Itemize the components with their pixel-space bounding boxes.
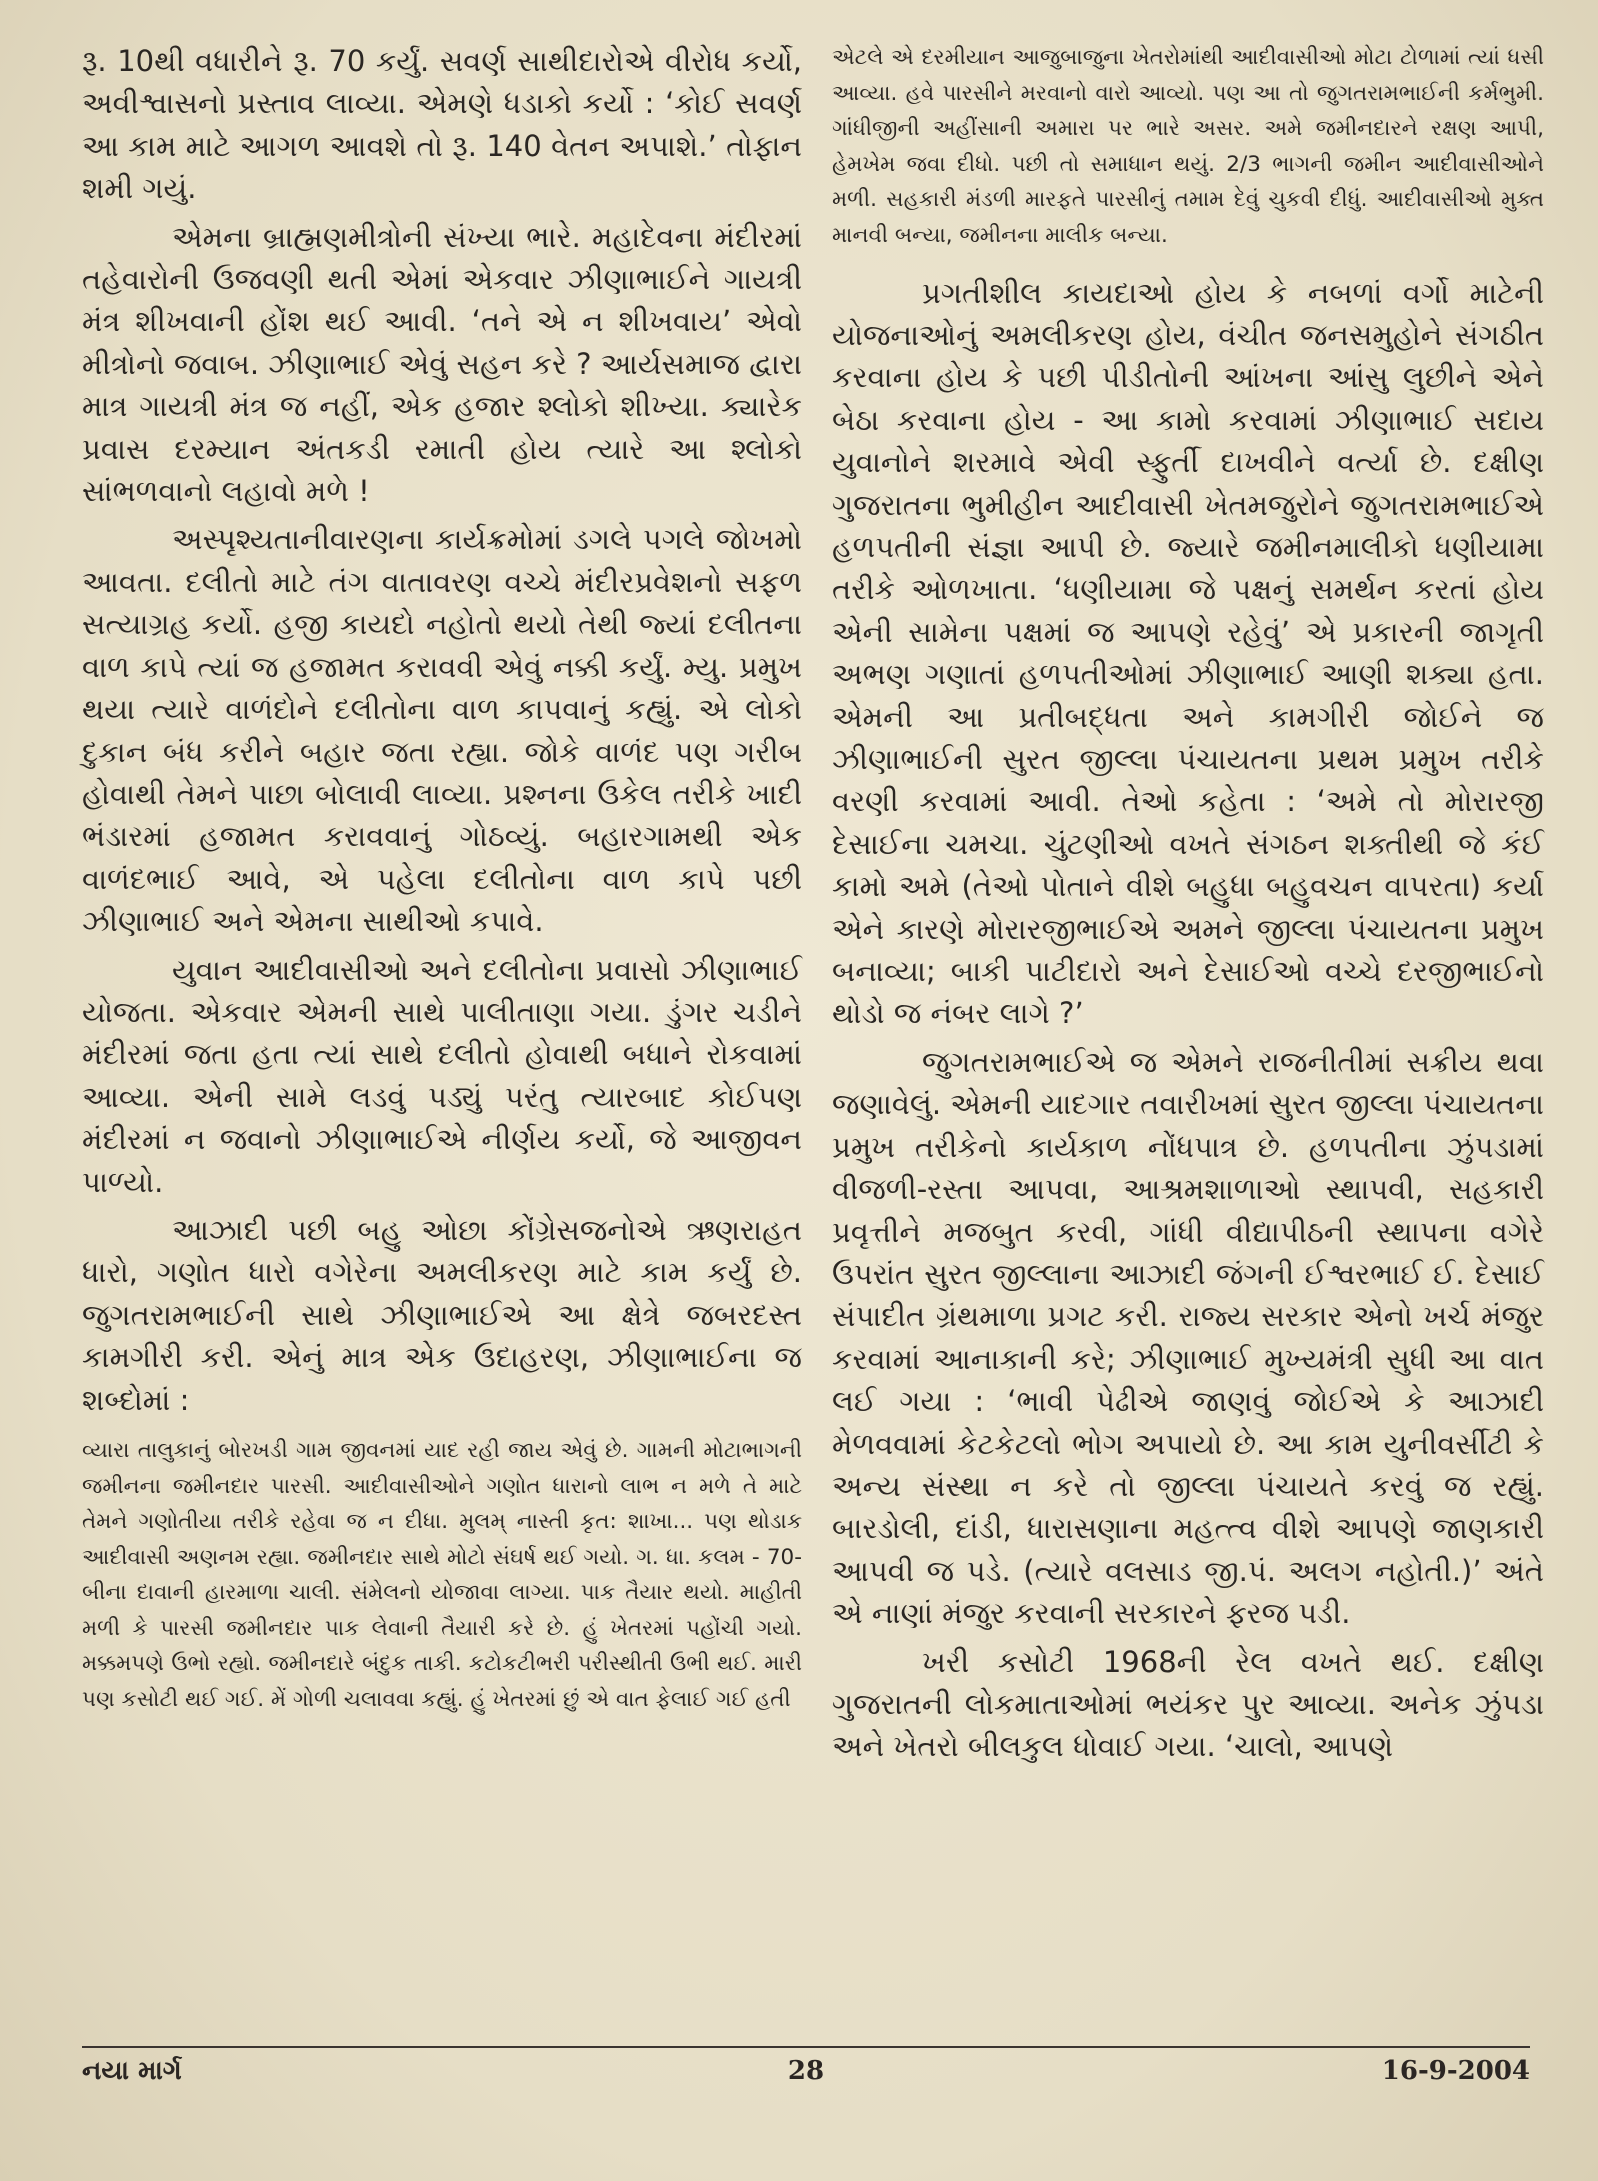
- paragraph: યુવાન આદીવાસીઓ અને દલીતોના પ્રવાસો ઝીણાભાઈ યોજતા. એકવાર એમની સાથે પાલીતાણા ગયા. ડુંગર ચડીને મંદીરમાં જતા હતા ત્યાં સાથે દલીતો હોવાથી બધાને રોકવામાં આવ્યા. એની સામે લડવું પડ્યું પરંતુ ત્યારબાદ કોઈપણ મંદીરમાં ન જવાનો ઝીણાભાઈએ નીર્ણય કર્યો, જે આજીવન પાળ્યો.: [82, 952, 802, 1199]
- right-body: [832, 272, 1544, 1768]
- paragraph: આઝાદી પછી બહુ ઓછા કોંગ્રેસજનોએ ઋણરાહત ધારો, ગણોત ધારો વગેરેના અમલીકરણ માટે કામ કર્યું છે. જુગતરામભાઈની સાથે ઝીણાભાઈએ આ ક્ષેત્રે જબરદસ્ત કામગીરી કરી. એનું માત્ર એક ઉદાહરણ, ઝીણાભાઈના જ શબ્દોમાં :: [82, 1212, 802, 1417]
- paragraph: રૂ. 10થી વધારીને રૂ. 70 કર્યું. સવર્ણ સાથીદારોએ વીરોધ કર્યો, અવીશ્વાસનો પ્રસ્તાવ લાવ્યા. એમણે ધડાકો કર્યો : ‘કોઈ સવર્ણ આ કામ માટે આગળ આવશે તો રૂ. 140 વેતન અપાશે.’ તોફાન શમી ગયું.: [82, 44, 802, 206]
- left-column: [82, 40, 802, 1717]
- paragraph: ખરી કસોટી 1968ની રેલ વખતે થઈ. દક્ષીણ ગુજરાતની લોકમાતાઓમાં ભયંકર પુર આવ્યા. અનેક ઝુંપડા અને ખેતરો બીલકુલ ધોવાઈ ગયા. ‘ચાલો, આપણે: [832, 1644, 1544, 1764]
- paragraph: અસ્પૃશ્યતાનીવારણના કાર્યક્રમોમાં ડગલે પગલે જોખમો આવતા. દલીતો માટે તંગ વાતાવરણ વચ્ચે મંદીરપ્રવેશનો સફળ સત્યાગ્રહ કર્યો. હજી કાયદો નહોતો થયો તેથી જ્યાં દલીતના વાળ કાપે ત્યાં જ હજામત કરાવવી એવું નક્કી કર્યું. મ્યુ. પ્રમુખ થયા ત્યારે વાળંદોને દલીતોના વાળ કાપવાનું કહ્યું. એ લોકો દુકાન બંધ કરીને બહાર જતા રહ્યા. જોકે વાળંદ પણ ગરીબ હોવાથી તેમને પાછા બોલાવી લાવ્યા. પ્રશ્નના ઉકેલ તરીકે ખાદી ભંડારમાં હજામત કરાવવાનું ગોઠવ્યું. બહારગામથી એક વાળંદભાઈ આવે, એ પહેલા દલીતોના વાળ કાપે પછી ઝીણાભાઈ અને એમના સાથીઓ કપાવે.: [82, 522, 802, 939]
- publication-name: નયા માર્ગ: [82, 2056, 182, 2086]
- quoted-passage: [82, 1433, 802, 1717]
- issue-date: 16-9-2004: [1381, 2056, 1530, 2086]
- paragraph: પ્રગતીશીલ કાયદાઓ હોય કે નબળાં વર્ગો માટેની યોજનાઓનું અમલીકરણ હોય, વંચીત જનસમુહોને સંગઠીત કરવાના હોય કે પછી પીડીતોની આંખના આંસુ લુછીને એને બેઠા કરવાના હોય - આ કામો કરવામાં ઝીણાભાઈ સદાય યુવાનોને શરમાવે એવી સ્ફુર્તી દાખવીને વર્ત્યા છે. દક્ષીણ ગુજરાતના ભુમીહીન આદીવાસી ખેતમજુરોને જુગતરામભાઈએ હળપતીની સંજ્ઞા આપી છે. જ્યારે જમીનમાલીકો ધણીયામા તરીકે ઓળખાતા. ‘ધણીયામા જે પક્ષનું સમર્થન કરતાં હોય એની સામેના પક્ષમાં જ આપણે રહેવું’ એ પ્રકારની જાગૃતી અભણ ગણાતાં હળપતીઓમાં ઝીણાભાઈ આણી શક્યા હતા. એમની આ પ્રતીબદ્ધતા અને કામગીરી જોઈને જ ઝીણાભાઈની સુરત જીલ્લા પંચાયતના પ્રથમ પ્રમુખ તરીકે વરણી કરવામાં આવી. તેઓ કહેતા : ‘અમે તો મોરારજી દેસાઈના ચમચા. ચુંટણીઓ વખતે સંગઠન શક્તીથી જે કંઈ કામો અમે (તેઓ પોતાને વીશે બહુધા બહુવચન વાપરતા) કર્યા એને કારણે મોરારજીભાઈએ અમને જીલ્લા પંચાયતના પ્રમુખ બનાવ્યા; બાકી પાટીદારો અને દેસાઈઓ વચ્ચે દરજીભાઈનો થોડો જ નંબર લાગે ?’: [832, 275, 1544, 1031]
- page-number: 28: [787, 2056, 825, 2086]
- right-column: [832, 40, 1544, 1768]
- quoted-passage-continued: [832, 40, 1544, 254]
- quote-text: એટલે એ દરમીયાન આજુબાજુના ખેતરોમાંથી આદીવાસીઓ મોટા ટોળામાં ત્યાં ધસી આવ્યા. હવે પારસીને મરવાનો વારો આવ્યો. પણ આ તો જુગતરામભાઈની કર્મભુમી. ગાંધીજીની અહીંસાની અમારા પર ભારે અસર. અમે જમીનદારને રક્ષણ આપી, હેમખેમ જવા દીધો. પછી તો સમાધાન થયું. 2/3 ભાગની જમીન આદીવાસીઓને મળી. સહકારી મંડળી મારફતે પારસીનું તમામ દેવું ચુકવી દીધું. આદીવાસીઓ મુક્ત માનવી બન્યા, જમીનના માલીક બન્યા.: [832, 45, 1544, 248]
- quote-text: વ્યારા તાલુકાનું બોરખડી ગામ જીવનમાં યાદ રહી જાય એવું છે. ગામની મોટાભાગની જમીનના જમીનદાર પારસી. આદીવાસીઓને ગણોત ધારાનો લાભ ન મળે તે માટે તેમને ગણોતીયા તરીકે રહેવા જ ન દીધા. મુલમ્ નાસ્તી કૃત: શાખા... પણ થોડાક આદીવાસી અણનમ રહ્યા. જમીનદાર સાથે મોટો સંઘર્ષ થઈ ગયો. ગ. ધા. કલમ - 70-બીના દાવાની હારમાળા ચાલી. સંમેલનો યોજાવા લાગ્યા. પાક તૈયાર થયો. માહીતી મળી કે પારસી જમીનદાર પાક લેવાની તૈયારી કરે છે. હું ખેતરમાં પહોંચી ગયો. મક્કમપણે ઉભો રહ્યો. જમીનદારે બંદુક તાકી. કટોકટીભરી પરીસ્થીતી ઉભી થઈ. મારી પણ કસોટી થઈ ગઈ. મેં ગોળી ચલાવવા કહ્યું. હું ખેતરમાં છું એ વાત ફેલાઈ ગઈ હતી: [82, 1438, 802, 1712]
- page-footer: [82, 2046, 1530, 2108]
- paragraph: જુગતરામભાઈએ જ એમને રાજનીતીમાં સક્રીય થવા જણાવેલું. એમની યાદગાર તવારીખમાં સુરત જીલ્લા પંચાયતના પ્રમુખ તરીકેનો કાર્યકાળ નોંધપાત્ર છે. હળપતીના ઝુંપડામાં વીજળી-રસ્તા આપવા, આશ્રમશાળાઓ સ્થાપવી, સહકારી પ્રવૃત્તીને મજબુત કરવી, ગાંધી વીદ્યાપીઠની સ્થાપના વગેરે ઉપરાંત સુરત જીલ્લાના આઝાદી જંગની ઈશ્વરભાઈ ઈ. દેસાઈ સંપાદીત ગ્રંથમાળા પ્રગટ કરી. રાજ્ય સરકાર એનો ખર્ચ મંજુર કરવામાં આનાકાની કરે; ઝીણાભાઈ મુખ્યમંત્રી સુધી આ વાત લઈ ગયા : ‘ભાવી પેઢીએ જાણવું જોઈએ કે આઝાદી મેળવવામાં કેટકેટલો ભોગ અપાયો છે. આ કામ યુનીવર્સીટી કે અન્ય સંસ્થા ન કરે તો જીલ્લા પંચાયતે કરવું જ રહ્યું. બારડોલી, દાંડી, ધારાસણાના મહત્ત્વ વીશે આપણે જાણકારી આપવી જ પડે. (ત્યારે વલસાડ જી.પં. અલગ નહોતી.)’ અંતે એ નાણાં મંજુર કરવાની સરકારને ફરજ પડી.: [832, 1044, 1544, 1631]
- paragraph: એમના બ્રાહ્મણમીત્રોની સંખ્યા ભારે. મહાદેવના મંદીરમાં તહેવારોની ઉજવણી થતી એમાં એકવાર ઝીણાભાઈને ગાયત્રી મંત્ર શીખવાની હોંશ થઈ આવી. ‘તને એ ન શીખવાય’ એવો મીત્રોનો જવાબ. ઝીણાભાઈ એવું સહન કરે ? આર્યસમાજ દ્વારા માત્ર ગાયત્રી મંત્ર જ નહીં, એક હજાર શ્લોકો શીખ્યા. ક્યારેક પ્રવાસ દરમ્યાન અંતકડી રમાતી હોય ત્યારે આ શ્લોકો સાંભળવાનો લહાવો મળે !: [82, 219, 802, 509]
